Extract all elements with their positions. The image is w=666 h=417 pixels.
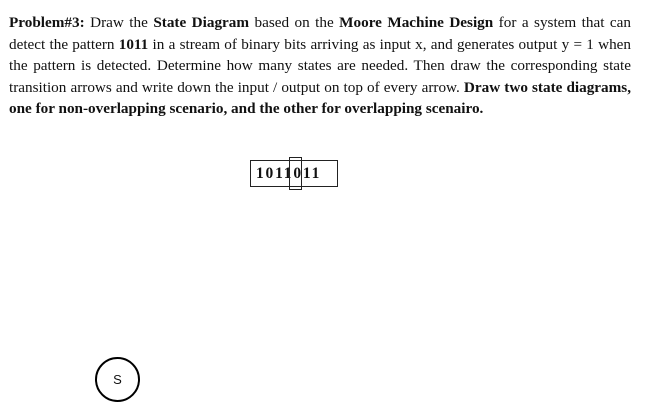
overlap-highlight-box [289,157,302,190]
problem-label: Problem#3: [9,14,85,31]
bit-sequence-box [250,160,338,187]
moore-machine-term: Moore Machine Design [339,14,494,31]
diagram-instruction: Draw two state diagrams, one for non-overlapping scenario, and the other for overlapping scenairo. [9,78,632,118]
problem-statement [9,12,631,120]
problem-text-2: based on the [249,14,340,31]
pattern-term: 1011 [118,35,149,53]
problem-text-4: in a stream of binary bits arriving as input x, and generates output y = 1 when the pattern is detected. Determine how many states are needed. Then draw the corresponding state transition arrows and write down the input / output on top of every arrow. [9,35,631,96]
state-diagram-term: State Diagram [153,14,250,31]
state-label: S [113,372,122,387]
problem-text-3: for a system that can detect the pattern [9,14,631,53]
bit-sequence: 1011011 [256,164,322,182]
problem-text-1: Draw the [84,14,154,31]
state-node [95,357,140,402]
